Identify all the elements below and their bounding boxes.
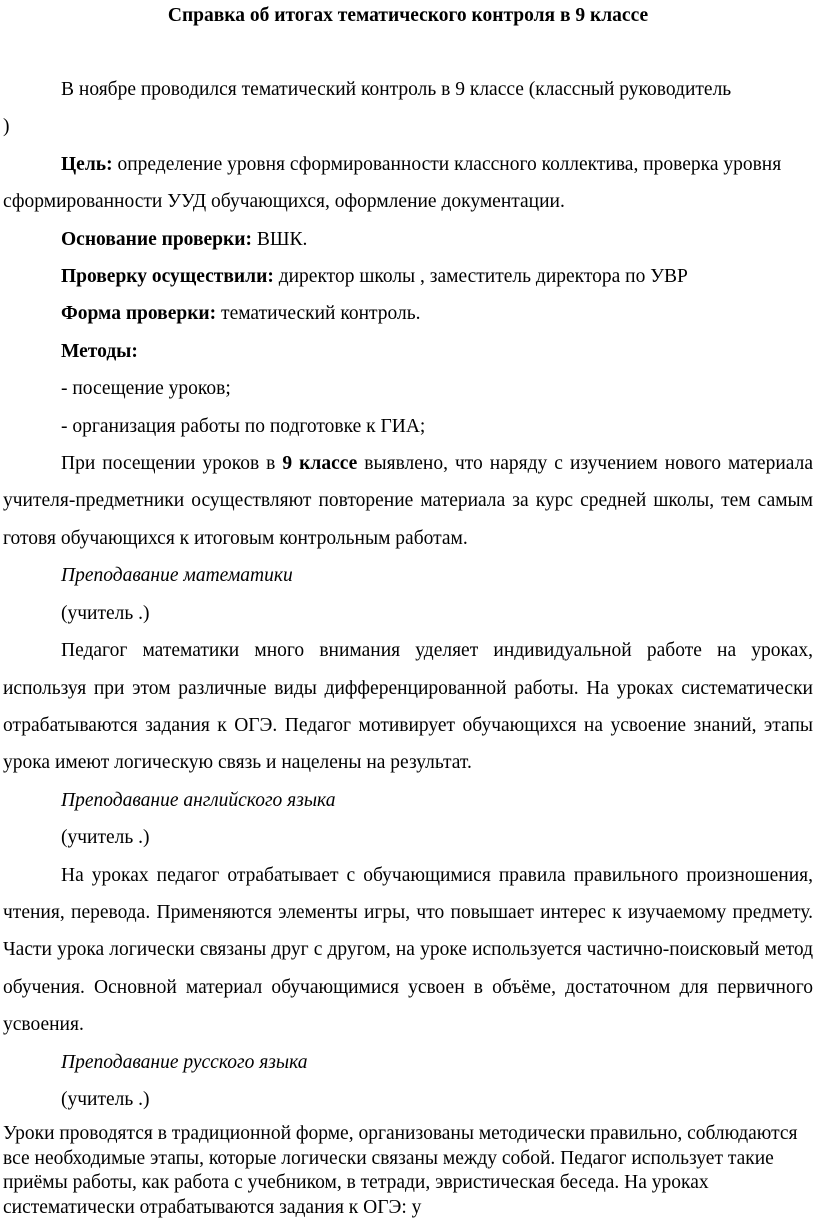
section-text-english: На уроках педагог отрабатывает с обучающимися правила правильного произношения, чтения, перевода. Применяются элементы игры, что повышает интерес к изучаемому предмету. Части урока логически связаны друг с другом, на уроке используется частично-поисковый метод обучения. Основной материал обучающимися усвоен в объёме, достаточном для первичного усвоения. bbox=[3, 864, 813, 1036]
intro-text: В ноябре проводился тематический контроль в 9 классе (классный руководитель bbox=[61, 79, 732, 100]
section-heading-russian: Преподавание русского языка bbox=[61, 1051, 308, 1073]
goal-paragraph bbox=[3, 146, 813, 221]
section-heading-english: Преподавание английского языка bbox=[61, 789, 336, 811]
form-label: Форма проверки: bbox=[61, 303, 217, 325]
document-body bbox=[3, 71, 813, 1118]
section-teacher-math: (учитель .) bbox=[61, 602, 150, 624]
goal-label: Цель: bbox=[61, 153, 113, 175]
section-heading-math: Преподавание математики bbox=[61, 565, 293, 587]
section-text-math: Педагог математики много внимания уделяет индивидуальной работе на уроках, используя при этом различные виды дифференцированной работы. На уроках систематически отрабатываются задания к ОГЭ. Педагог мотивирует обучающихся на усвоение знаний, этапы урока имеют логическую связь и нацелены на результат. bbox=[3, 640, 813, 774]
method-item: - посещение уроков; bbox=[61, 378, 231, 400]
goal-text: определение уровня сформированности классного коллектива, проверка уровня сформированности УУД обучающихся, оформление документации. bbox=[3, 153, 782, 213]
document-title: Справка об итогах тематического контроля в 9 классе bbox=[167, 5, 649, 26]
section-text-russian: Уроки проводятся в традиционной форме, организованы методически правильно, соблюдаются все необходимые этапы, которые логически связаны между собой. Педагог использует такие приёмы работы, как работа с учебником, в тетради, эвристическая беседа. На уроках систематически отрабатываются задания к ОГЭ: у bbox=[3, 1123, 798, 1218]
section-teacher-english: (учитель .) bbox=[61, 827, 150, 849]
basis-text: ВШК. bbox=[251, 228, 308, 250]
method-item: - организация работы по подготовке к ГИА; bbox=[61, 415, 426, 437]
section-teacher-russian: (учитель .) bbox=[61, 1088, 150, 1110]
findings-class: 9 классе bbox=[282, 453, 358, 475]
intro-close: ) bbox=[3, 116, 10, 138]
findings-text-after: выявлено, что наряду с изучением нового материала учителя-предметники осуществляют повторение материала за курс средней школы, тем самым готовя обучающихся к итоговым контрольным работам. bbox=[3, 453, 813, 549]
inspectors-paragraph bbox=[3, 258, 813, 295]
findings-paragraph bbox=[3, 445, 813, 557]
basis-label: Основание проверки: bbox=[61, 228, 252, 250]
basis-paragraph bbox=[3, 221, 813, 258]
intro-paragraph bbox=[3, 71, 813, 108]
inspectors-text: директор школы , заместитель директора по УВР bbox=[273, 266, 688, 288]
form-text: тематический контроль. bbox=[216, 303, 421, 325]
document-tail bbox=[3, 1122, 813, 1220]
form-paragraph bbox=[3, 295, 813, 332]
methods-label: Методы: bbox=[61, 340, 138, 362]
inspectors-label: Проверку осуществили: bbox=[61, 266, 274, 288]
findings-text-before: При посещении уроков в bbox=[61, 453, 283, 475]
